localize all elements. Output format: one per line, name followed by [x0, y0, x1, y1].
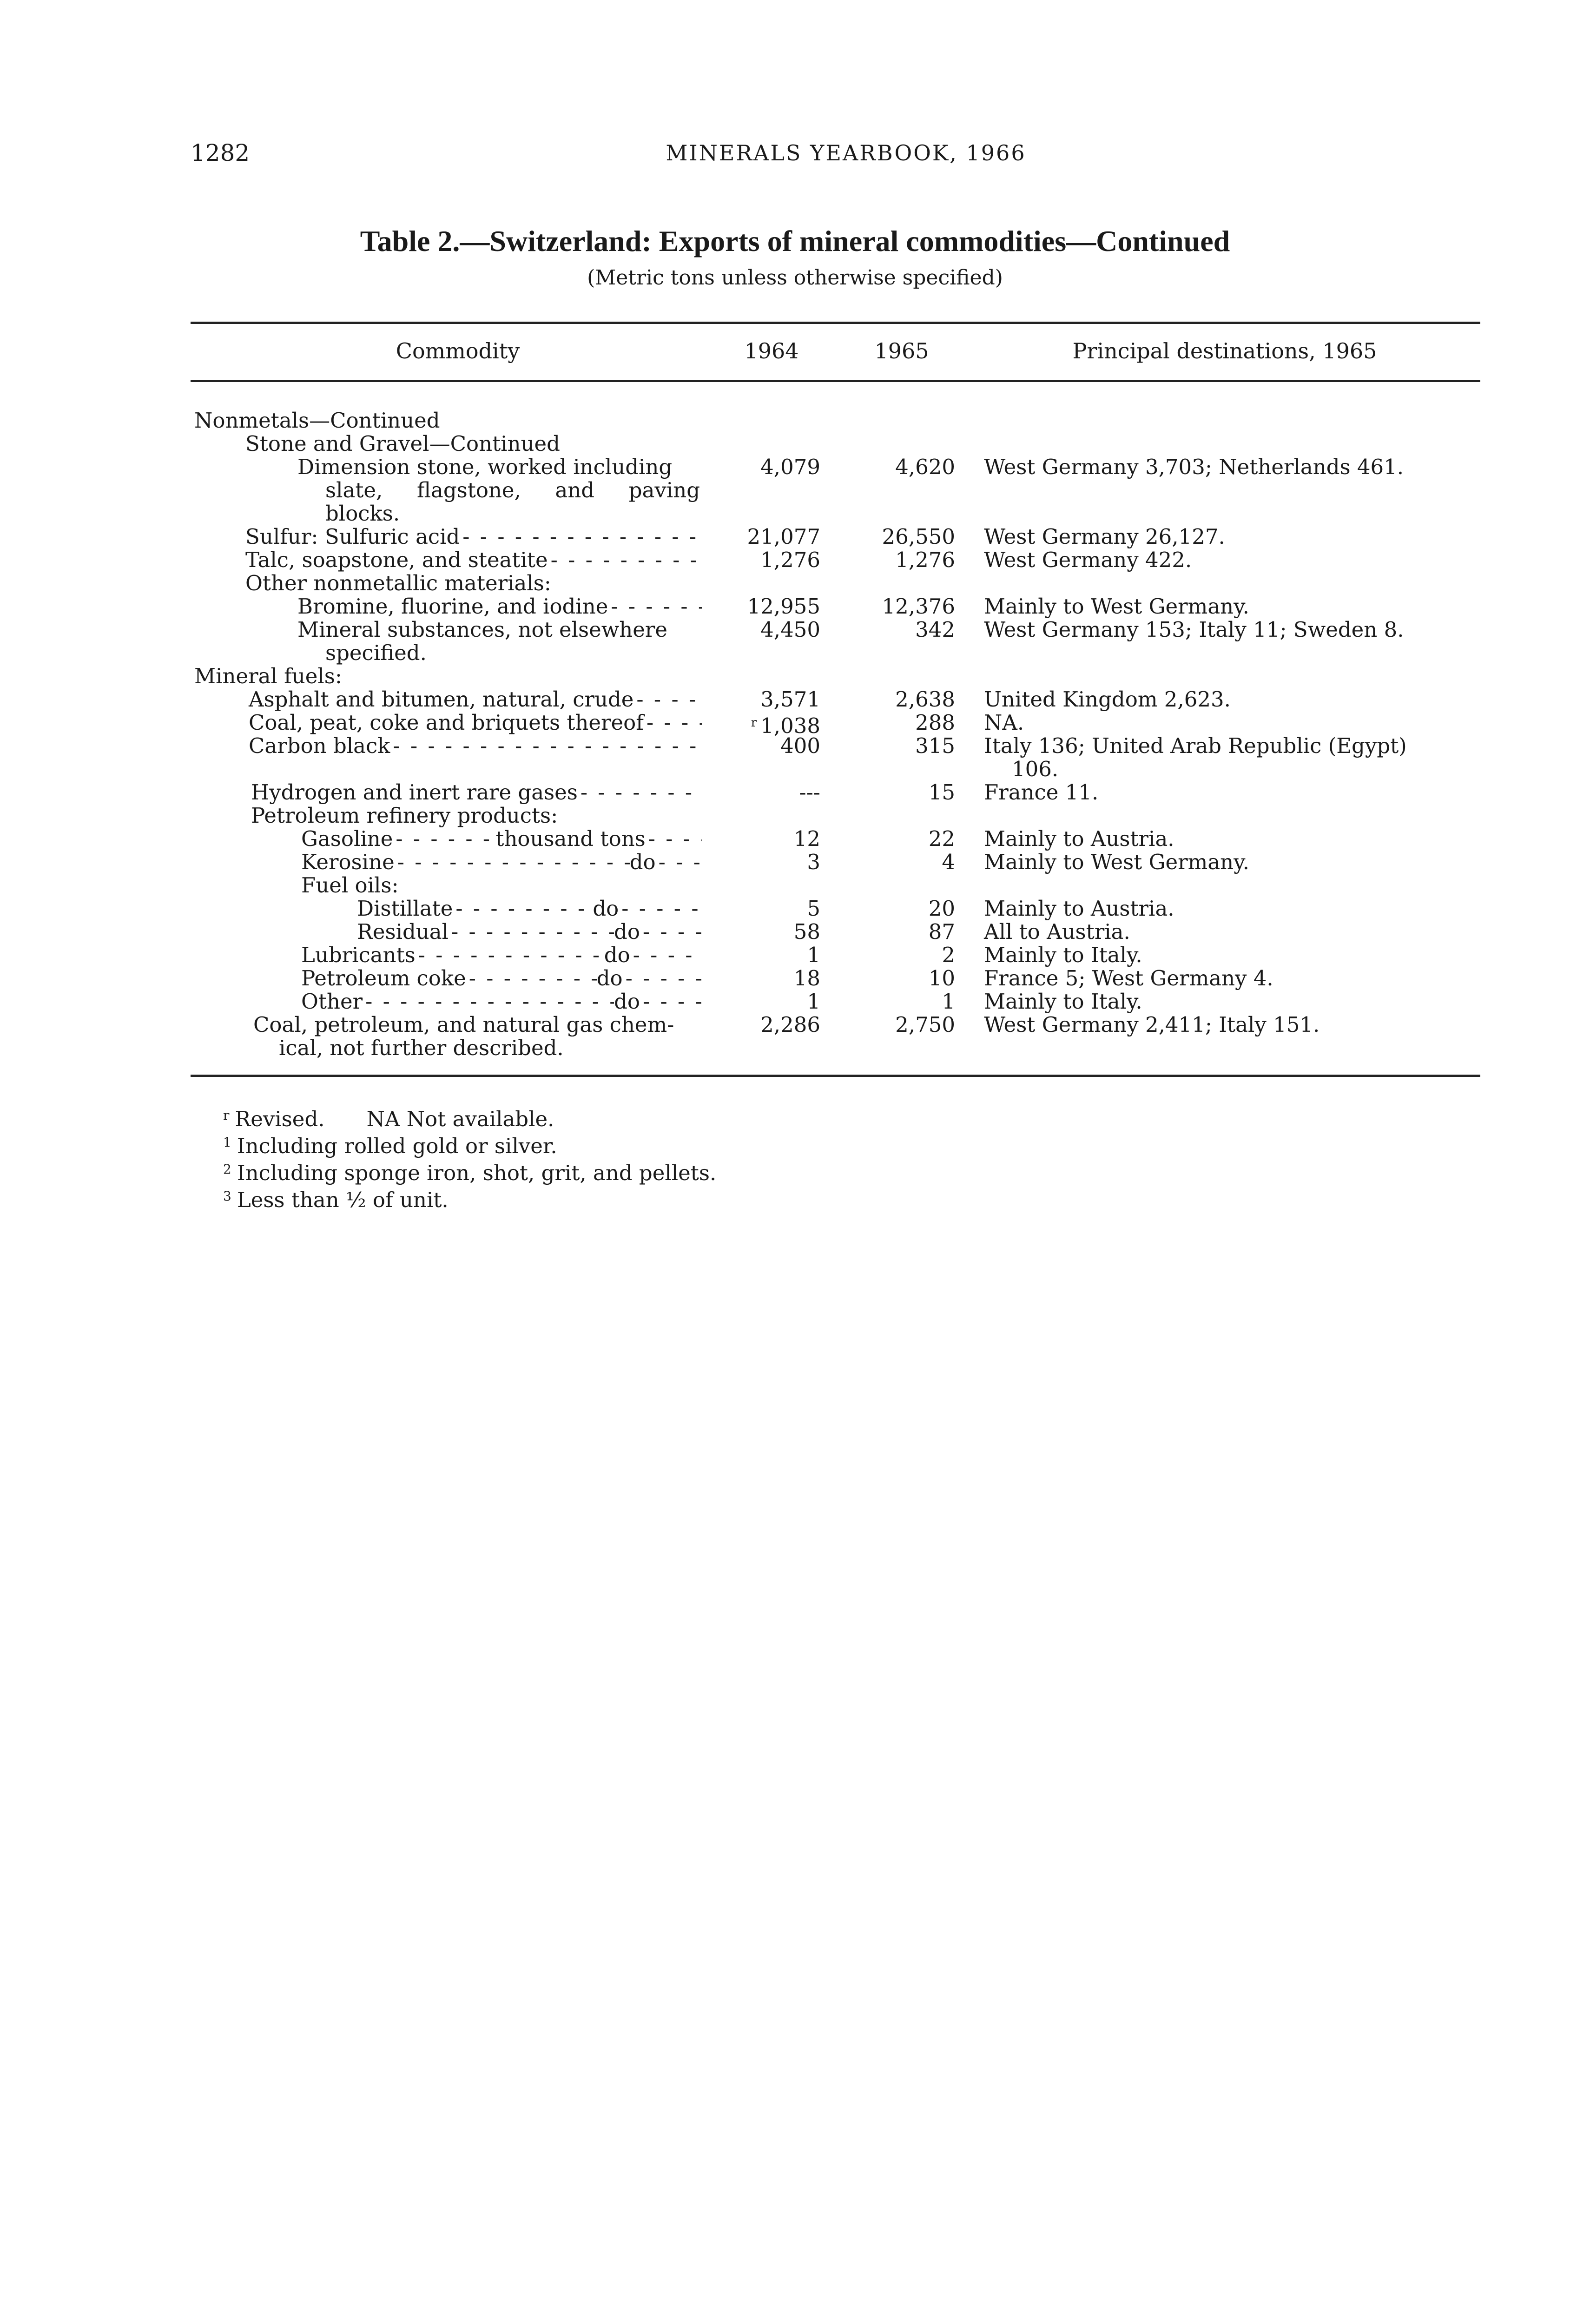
value-1965: 342	[915, 617, 955, 642]
subcategory-label: Other nonmetallic materials:	[245, 571, 551, 595]
destination-line: Italy 136; United Arab Republic (Egypt)	[984, 733, 1407, 758]
destination: Mainly to West Germany.	[984, 850, 1249, 874]
footnote: $^3$ Less than ½ of unit.	[223, 1188, 449, 1212]
destination: West Germany 153; Italy 11; Sweden 8.	[984, 617, 1404, 642]
table-top-rule	[191, 322, 1480, 324]
commodity-label-line: slate, flagstone, and paving	[325, 478, 700, 502]
value-1965: 22	[928, 826, 955, 851]
commodity-label: Other - - - do - - -	[301, 990, 702, 1013]
commodity-label-line: ical, not further described.	[279, 1036, 564, 1060]
destination: All to Austria.	[984, 919, 1130, 944]
column-header-destinations: Principal destinations, 1965	[1072, 338, 1377, 363]
value-1964: 21,077	[747, 524, 820, 549]
destination: France 11.	[984, 780, 1099, 805]
subcategory-label: Stone and Gravel—Continued	[245, 431, 560, 456]
value-1965: 15	[928, 780, 955, 805]
table-subtitle: (Metric tons unless otherwise specified)	[587, 266, 1003, 290]
value-1965: 1,276	[895, 548, 955, 572]
value-1965: 4	[942, 850, 955, 874]
column-header-1964: 1964	[744, 338, 799, 363]
value-1964: 4,079	[760, 455, 820, 479]
destination: Mainly to Italy.	[984, 989, 1142, 1014]
value-1965: 2,638	[895, 687, 955, 712]
value-1964: 1,276	[760, 548, 820, 572]
value-1965: 26,550	[882, 524, 955, 549]
footnote: $^r$ Revised. NA Not available.	[223, 1107, 554, 1131]
destination-line: 106.	[1012, 757, 1059, 781]
value-1964: 4,450	[760, 617, 820, 642]
commodity-label: Gasoline - - - thousand tons - - -	[301, 827, 702, 851]
category-label: Mineral fuels:	[194, 664, 343, 688]
destination: United Kingdom 2,623.	[984, 687, 1231, 712]
value-1964: 58	[793, 919, 820, 944]
commodity-label: Kerosine - - - do - - -	[301, 851, 702, 874]
footnote: $^2$ Including sponge iron, shot, grit, and pellets.	[223, 1161, 717, 1185]
destination: NA.	[984, 710, 1024, 735]
destination: Mainly to Austria.	[984, 896, 1174, 921]
destination: Mainly to Italy.	[984, 943, 1142, 967]
commodity-label-line: Coal, petroleum, and natural gas chem-	[253, 1012, 674, 1037]
destination: Mainly to Austria.	[984, 826, 1174, 851]
commodity-label: Hydrogen and inert rare gases - - -	[251, 781, 702, 804]
value-1965: 12,376	[882, 594, 955, 619]
value-1965: 20	[928, 896, 955, 921]
page-number: 1282	[191, 139, 250, 166]
commodity-label: Coal, peat, coke and briquets thereof - - -	[249, 711, 702, 734]
destination: West Germany 2,411; Italy 151.	[984, 1012, 1320, 1037]
destination: France 5; West Germany 4.	[984, 966, 1273, 990]
commodity-label: Talc, soapstone, and steatite - - -	[245, 548, 702, 572]
value-1965: 10	[928, 966, 955, 990]
destination: Mainly to West Germany.	[984, 594, 1249, 619]
commodity-label-line: blocks.	[325, 501, 400, 526]
revised-mark: r	[751, 716, 757, 730]
table-header-rule	[191, 380, 1480, 382]
running-head: MINERALS YEARBOOK, 1966	[666, 140, 1026, 165]
commodity-label: Carbon black - - -	[249, 734, 702, 758]
commodity-label: Petroleum coke - - - do - - -	[301, 967, 702, 990]
value-1965: 1	[942, 989, 955, 1014]
page-header	[191, 139, 1501, 172]
column-header-1965: 1965	[874, 338, 929, 363]
value-1964: 1	[807, 989, 820, 1014]
footnote: $^1$ Including rolled gold or silver.	[223, 1134, 557, 1158]
destination: West Germany 26,127.	[984, 524, 1225, 549]
table-title: Table 2.—Switzerland: Exports of mineral commodities—Continued	[360, 224, 1230, 257]
destination: West Germany 3,703; Netherlands 461.	[984, 455, 1404, 479]
value-1964: 18	[793, 966, 820, 990]
value-1965: 2,750	[895, 1012, 955, 1037]
commodity-label-line: Dimension stone, worked including	[297, 455, 673, 479]
subcategory-label: Fuel oils:	[301, 873, 399, 898]
value-1965: 4,620	[895, 455, 955, 479]
table-bottom-rule	[191, 1075, 1480, 1077]
value-1964: 3	[807, 850, 820, 874]
commodity-label: Lubricants - - - do - - -	[301, 944, 702, 967]
category-label: Nonmetals—Continued	[194, 408, 440, 433]
value-1964: 2,286	[760, 1012, 820, 1037]
destination: West Germany 422.	[984, 548, 1192, 572]
value-1964: 12	[793, 826, 820, 851]
value-1965: 315	[915, 733, 955, 758]
value-1965: 288	[915, 710, 955, 735]
commodity-label: Bromine, fluorine, and iodine - - -	[297, 595, 702, 618]
value-1964: ---	[799, 780, 820, 805]
value-1964: $^r$ 1,038	[751, 713, 820, 738]
commodity-label: Residual - - - do - - -	[357, 920, 702, 944]
footnotes	[223, 1104, 716, 1212]
value-1964: 1	[807, 943, 820, 967]
value-1965: 87	[928, 919, 955, 944]
value-1964: 5	[807, 896, 820, 921]
column-header-commodity: Commodity	[396, 338, 520, 363]
commodity-label-line: specified.	[325, 640, 427, 665]
value-1964: 400	[780, 733, 820, 758]
subcategory-label: Petroleum refinery products:	[251, 803, 558, 828]
commodity-label: Asphalt and bitumen, natural, crude - - -	[249, 688, 702, 711]
commodity-label-line: Mineral substances, not elsewhere	[297, 617, 668, 642]
value-1965: 2	[942, 943, 955, 967]
commodity-label: Sulfur: Sulfuric acid - - -	[245, 525, 702, 548]
value-1964: 12,955	[747, 594, 820, 619]
value-1964: 3,571	[760, 687, 820, 712]
commodity-label: Distillate - - - do - - -	[357, 897, 702, 920]
